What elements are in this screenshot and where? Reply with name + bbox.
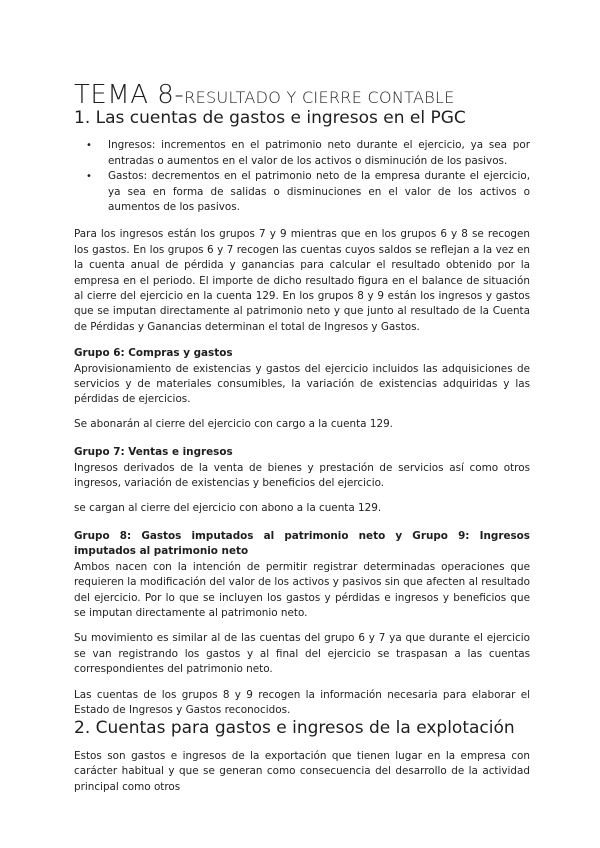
group-8-9-title: Grupo 8: Gastos imputados al patrimonio neto y Grupo 9: Ingresos imputados al patrimonio neto (74, 529, 530, 558)
page-title (74, 76, 530, 108)
document-content (74, 76, 530, 795)
definitions-list (74, 138, 530, 215)
title-main: TEMA 8- (74, 80, 185, 110)
section-1-heading: 1. Las cuentas de gastos e ingresos en el PGC (74, 108, 466, 128)
group-6-title: Grupo 6: Compras y gastos (74, 347, 233, 360)
group-7-note: se cargan al cierre del ejercicio con abono a la cuenta 129. (74, 501, 382, 514)
group-7-text: Ingresos derivados de la venta de bienes y prestación de servicios así como otros ingresos, variación de existencias y beneficios del ejercicio. (74, 461, 530, 490)
group-7-block (74, 445, 530, 516)
section-2-heading: 2. Cuentas para gastos e ingresos de la explotación (74, 718, 515, 739)
group-6-block (74, 346, 530, 432)
group-8-9-text: Ambos nacen con la intención de permitir registrar determinadas operaciones que requieren la modificación del valor de los activos y pasivos sin que afecten al resultado del ejercicio. Por lo que se incluyen los gastos y pérdidas e ingresos y beneficios que se imputan directamente al patrimonio neto. (74, 560, 530, 619)
list-item-gastos: • Gastos: decrementos en el patrimonio neto de la empresa durante el ejercicio, ya sea en forma de salidas o disminuciones en el valor de los activos o aumentos de los pasivos. (108, 169, 530, 215)
group-7-title: Grupo 7: Ventas e ingresos (74, 446, 233, 459)
group-8-9-state-text: Las cuentas de los grupos 8 y 9 recogen la información necesaria para elaborar el Estado de Ingresos y Gastos reconocidos. (74, 688, 530, 716)
section-1-paragraph: Para los ingresos están los grupos 7 y 9 mientras que en los grupos 6 y 8 se recogen los gastos. En los grupos 6 y 7 recogen las cuentas cuyos saldos se reflejan a la vez en la cuenta anual de pérdida y ganancias para calcular el resultado obtenido por la empresa en el periodo. El importe de dicho resultado figura en el balance de situación al cierre del ejercicio en la cuenta 129. En los grupos 8 y 9 están los ingresos y gastos que se imputan directamente al patrimonio neto y que junto al resultado de la Cuenta de Pérdidas y Ganancias determinan el total de Ingresos y Gastos. (74, 228, 530, 333)
list-item-ingresos: • Ingresos: incrementos en el patrimonio neto durante el ejercicio, ya sea por entradas o aumentos en el valor de los activos o disminución de los pasivos. (108, 138, 530, 169)
group-6-text: Aprovisionamiento de existencias y gastos del ejercicio incluidos las adquisiciones de servicios y de materiales consumibles, la variación de existencias adquiridas y las pérdidas de ejercicios. (74, 362, 530, 406)
group-8-9-movement-text: Su movimiento es similar al de las cuentas del grupo 6 y 7 ya que durante el ejercicio se van registrando los gastos y al final del ejercicio se traspasan a las cuentas correspondientes del patrimonio neto. (74, 632, 530, 676)
group-8-9-block (74, 529, 530, 718)
title-subtitle: RESULTADO Y CIERRE CONTABLE (184, 88, 455, 107)
section-2-paragraph: Estos son gastos e ingresos de la exportación que tienen lugar en la empresa con carácter habitual y que se generan como consecuencia del desarrollo de la actividad principal como otros (74, 749, 530, 793)
group-6-note: Se abonarán al cierre del ejercicio con cargo a la cuenta 129. (74, 417, 393, 430)
